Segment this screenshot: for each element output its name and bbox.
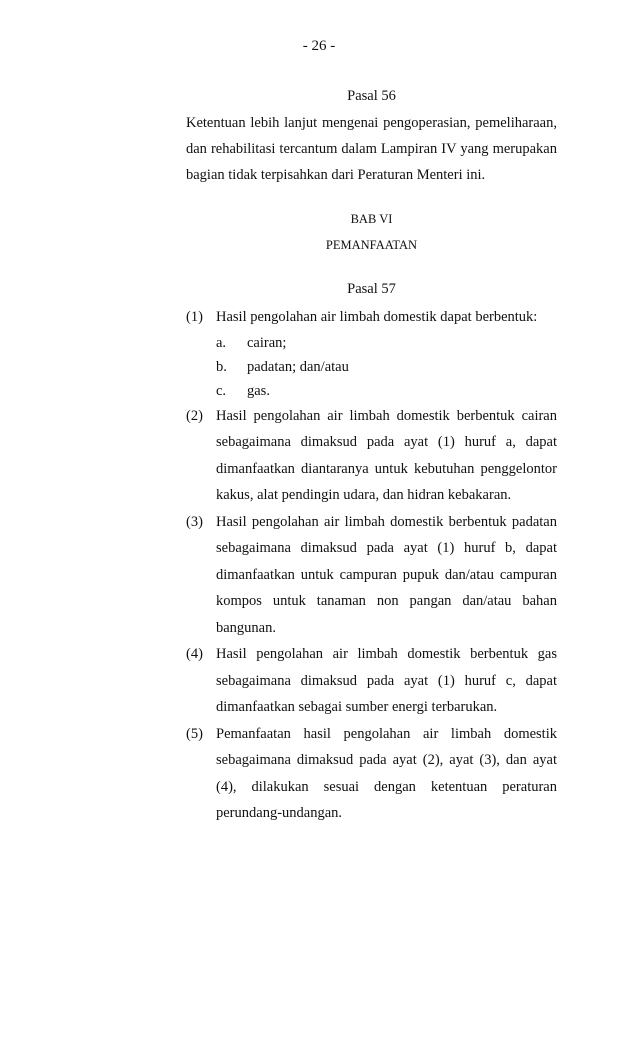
ayat-4 [186, 641, 557, 721]
list-item-text: padatan; dan/atau [247, 358, 349, 375]
list-item-letter: b. [216, 358, 227, 375]
ayat-number: (1) [186, 309, 203, 325]
ayat-3 [186, 509, 557, 642]
ayat-text: Pemanfaatan hasil pengolahan air limbah domestik sebagaimana dimaksud pada ayat (2), ayat (3), dan ayat (4), dilakukan sesuai dengan ketentuan peraturan perundang-undangan. [216, 725, 557, 821]
bab-number: BAB VI [350, 212, 393, 226]
ayat-number: (4) [186, 646, 203, 662]
ayat-text: Hasil pengolahan air limbah domestik berbentuk padatan sebagaimana dimaksud pada ayat (1) huruf b, dapat dimanfaatkan untuk campuran pupuk dan/atau campuran kompos untuk tanaman non pangan dan/atau bahan bangunan. [216, 513, 557, 636]
ayat-number: (5) [186, 725, 203, 742]
pasal-56-title: Pasal 56 [347, 88, 396, 104]
ayat-text: Hasil pengolahan air limbah domestik berbentuk gas sebagaimana dimaksud pada ayat (1) huruf c, dapat dimanfaatkan sebagai sumber energi terbarukan. [216, 646, 557, 715]
list-item-text: cairan; [247, 334, 287, 351]
ayat-text: Hasil pengolahan air limbah domestik berbentuk cairan sebagaimana dimaksud pada ayat (1) huruf a, dapat dimanfaatkan diantaranya untuk kebutuhan penggelontor kakus, alat pendingin udara, dan hidran kebakaran. [216, 407, 557, 503]
ayat-2 [186, 403, 557, 509]
ayat-5 [186, 721, 557, 827]
list-item-letter: c. [216, 382, 227, 399]
list-item-text: gas. [247, 382, 270, 399]
list-item [216, 379, 557, 403]
bab-title: PEMANFAATAN [325, 238, 418, 252]
pasal-57-title: Pasal 57 [347, 281, 396, 297]
ayat-text: Hasil pengolahan air limbah domestik dapat berbentuk: [216, 309, 538, 325]
ayat-number: (2) [186, 407, 203, 424]
page-number: - 26 - [302, 38, 336, 54]
list-item [216, 355, 557, 379]
ayat-number: (3) [186, 513, 203, 530]
ayat-1 [186, 304, 557, 403]
list-item [216, 331, 557, 355]
list-item-letter: a. [216, 334, 227, 351]
pasal-56-text: Ketentuan lebih lanjut mengenai pengoperasian, pemeliharaan, dan rehabilitasi tercantum dalam Lampiran IV yang merupakan bagian tidak terpisahkan dari Peraturan Menteri ini. [186, 115, 557, 183]
sub-item-list [216, 331, 557, 403]
document-body [186, 84, 557, 827]
